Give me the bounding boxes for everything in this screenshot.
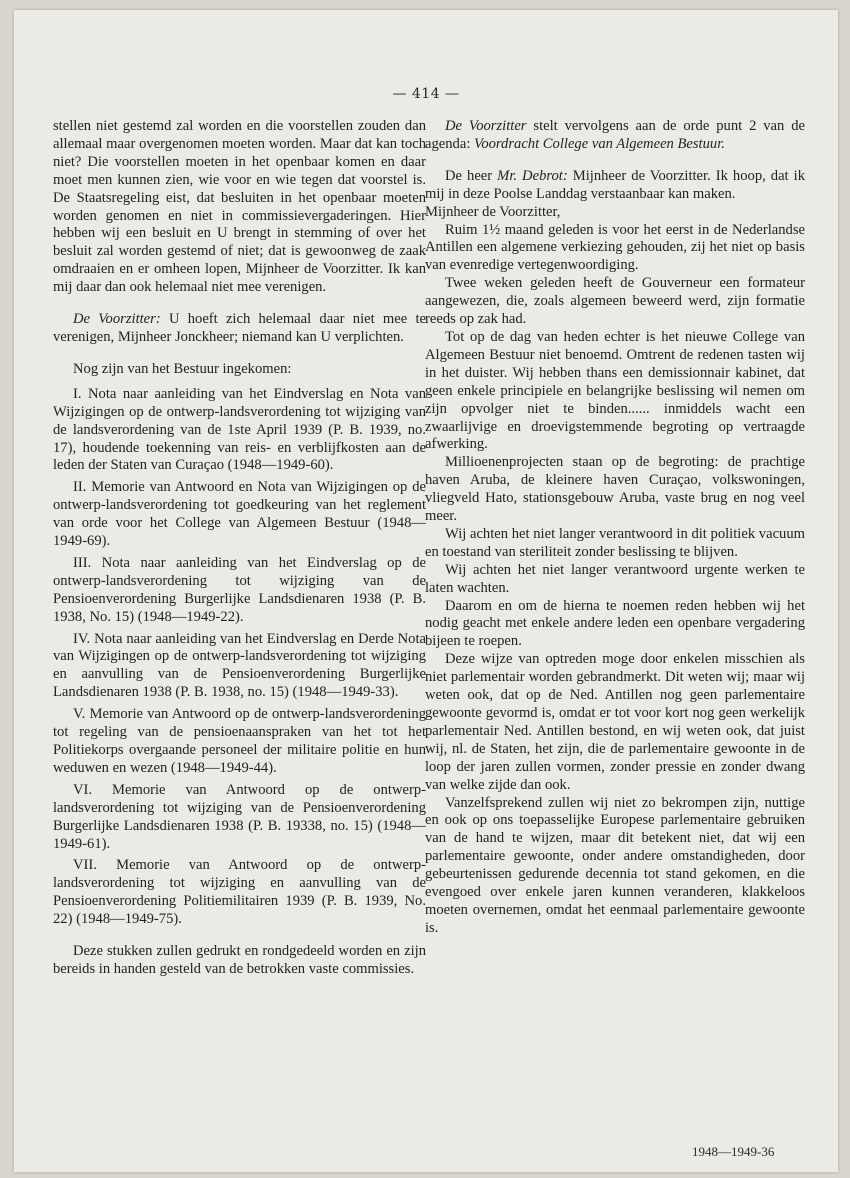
debrot-opening-paragraph xyxy=(425,168,805,204)
document-page xyxy=(14,10,838,1172)
speaker-lead: De heer xyxy=(445,167,498,184)
list-item: I. Nota naar aanleiding van het Eindverslag en Nota van Wijzigingen op de ontwerp-landsverordening tot wijziging van de landsverordening van de 1ste April 1939 (P. B. 1939, no. 17), houdende toekenning van reis- en verblijfkosten aan de leden der Staten van Curaçao (1948—1949-60). xyxy=(53,385,426,474)
page-number: — 414 — xyxy=(392,86,460,102)
list-item: VII. Memorie van Antwoord op de ontwerp-landsverordening tot wijziging en aanvulling van de Pensioenverordening Politiemilitairen 1939 (P. B. 1939, No. 22) (1948—1949-75). xyxy=(53,857,426,928)
agenda-text: stelt vervolgens aan de orde punt 2 van de agenda: xyxy=(425,118,806,152)
incoming-documents-heading: Nog zijn van het Bestuur ingekomen: xyxy=(73,360,292,377)
list-item: II. Memorie van Antwoord en Nota van Wijzigingen op de ontwerp-landsverordening tot goedkeuring van het reglement van orde voor het College van Algemeen Bestuur (1948—1949-69). xyxy=(53,479,426,550)
chair-reply-text: U hoeft zich helemaal daar niet mee te verenigen, Mijnheer Jonckheer; niemand kan U verplichten. xyxy=(53,311,426,345)
document-code: 1948—1949-36 xyxy=(692,1144,775,1159)
agenda-item: Voordracht College van Algemeen Bestuur. xyxy=(474,135,725,152)
speech-paragraph: Tot op de dag van heden echter is het nieuwe College van Algemeen Bestuur niet benoemd. Omtrent de redenen tasten wij in het duister. Wij hebben thans een demissionnair kabinet, dat geen enkele principiele en belangrijke beslissing wil nemen om zijn opvolger niet te binden...... inmiddels wacht een zwaarlijvige en droevigstemmende begroting op vertraagde afwerking. xyxy=(425,328,805,453)
speech-paragraph: Millioenenprojecten staan op de begroting: de prachtige haven Aruba, de kleinere haven Curaçao, volkswoningen, vliegveld Hato, stationsgebouw Aruba, vaste brug en nog veel meer. xyxy=(425,454,805,525)
salutation: Mijnheer de Voorzitter, xyxy=(425,203,561,220)
speech-paragraph: Twee weken geleden heeft de Gouverneur een formateur aangewezen, die, zoals algemeen beweerd werd, zijn formatie reeds op zak had. xyxy=(425,275,805,328)
list-item: V. Memorie van Antwoord op de ontwerp-landsverordening tot regeling van de pensioenaanspraken van het tot het Politiekorps overgaande personeel der militaire politie en hun weduwen en wezen (1948—1949-44). xyxy=(53,706,426,776)
speech-paragraph: Wij achten het niet langer verantwoord urgente werken te laten wachten. xyxy=(425,561,805,596)
speech-paragraph: Ruim 1½ maand geleden is voor het eerst in de Nederlandse Antillen een algemene verkiezing gehouden, zij het niet op basis van evenredige vertegenwoordiging. xyxy=(425,221,805,274)
right-column xyxy=(425,118,805,938)
speech-paragraph: Wij achten het niet langer verantwoord in dit politiek vacuum en toestand van steriliteit zonder beslissing te blijven. xyxy=(425,525,805,560)
speech-paragraph: Vanzelfsprekend zullen wij niet zo bekrompen zijn, nuttige en ook op ons toepasselijke Europese parlementaire gebruiken van de hand te wijzen, maar dit betekent niet, dat wij een parlementaire gewoonte, onder andere omstandigheden, door gebeurtenissen gedurende decennia tot stand gekomen, en die evengoed over enkele jaren kunnen veranderen, klakkeloos moeten overnemen, omdat het eenmaal parlementaire gewoonte is. xyxy=(425,794,805,936)
chair-reply-paragraph xyxy=(53,311,426,347)
debrot-opening-text: Mijnheer de Voorzitter. Ik hoop, dat ik mij in deze Poolse Landdag verstaanbaar kan maken. xyxy=(425,167,805,202)
left-column xyxy=(53,118,426,979)
speaker-name: De Voorzitter xyxy=(445,118,527,134)
list-item: IV. Nota naar aanleiding van het Eindverslag en Derde Nota van Wijzigingen op de ontwerp-landsverordening tot wijziging en aanvulling van de Pensioenverordening Burgerlijke Landsdienaren 1938 (P. B. 1938, no. 15) (1948—1949-33). xyxy=(53,630,426,701)
list-item: III. Nota naar aanleiding van het Eindverslag op de ontwerp-landsverordening tot wijziging van de Pensioenverordening Burgerlijke Landsdienaren 1938 (P. B. 1938, No. 15) (1948—1949-22). xyxy=(53,554,426,625)
agenda-paragraph xyxy=(425,118,805,154)
continued-paragraph: stellen niet gestemd zal worden en die voorstellen zouden dan allemaal maar overgenomen moeten worden. Maar dat kan toch niet? Die voorstellen moeten in het openbaar komen en daar moet men kunnen zien, wie voor en wie tegen dat voorstel is. De Staatsregeling eist, dat besluiten in het openbaar moeten worden genomen en niet in commissievergaderingen. Hier hebben wij een besluit en U brengt in stemming of over het besluit zal worden gestemd of niet; dat is gewoonweg de zaak omdraaien en er omheen lopen, Mijnheer de Voorzitter. Ik kan mij daar dan ook helemaal niet mee verenigen. xyxy=(53,118,426,296)
closing-paragraph: Deze stukken zullen gedrukt en rondgedeeld worden en zijn bereids in handen gesteld van de betrokken vaste commissies. xyxy=(53,943,426,977)
speaker-name: Mr. Debrot: xyxy=(497,167,568,184)
list-item: VI. Memorie van Antwoord op de ontwerp-landsverordening tot wijziging van de Pensioenverordening Burgerlijke Landsdienaren 1938 (P. B. 19338, no. 15) (1948—1949-61). xyxy=(53,781,426,852)
speech-paragraph: Daarom en om de hierna te noemen reden hebben wij het nodig geacht met enkele andere leden een openbare vergadering bijeen te roepen. xyxy=(425,597,805,650)
speaker-name: De Voorzitter: xyxy=(73,311,161,328)
speech-paragraph: Deze wijze van optreden moge door enkelen misschien als niet parlementair worden gebrandmerkt. Dit weten wij; maar wij weten ook, dat op de Ned. Antillen nog geen parlementaire gewoonte gevormd is, omdat er tot voor kort nog geen werkelijk parlementair Ned. Antillen bestond, en wij weten ook, dat juist wij, nl. de Staten, het zijn, die de parlementaire gewoonte in de loop der jaren zullen vormen, zonder pressie en zonder dwang van welke zijde dan ook. xyxy=(425,651,805,793)
